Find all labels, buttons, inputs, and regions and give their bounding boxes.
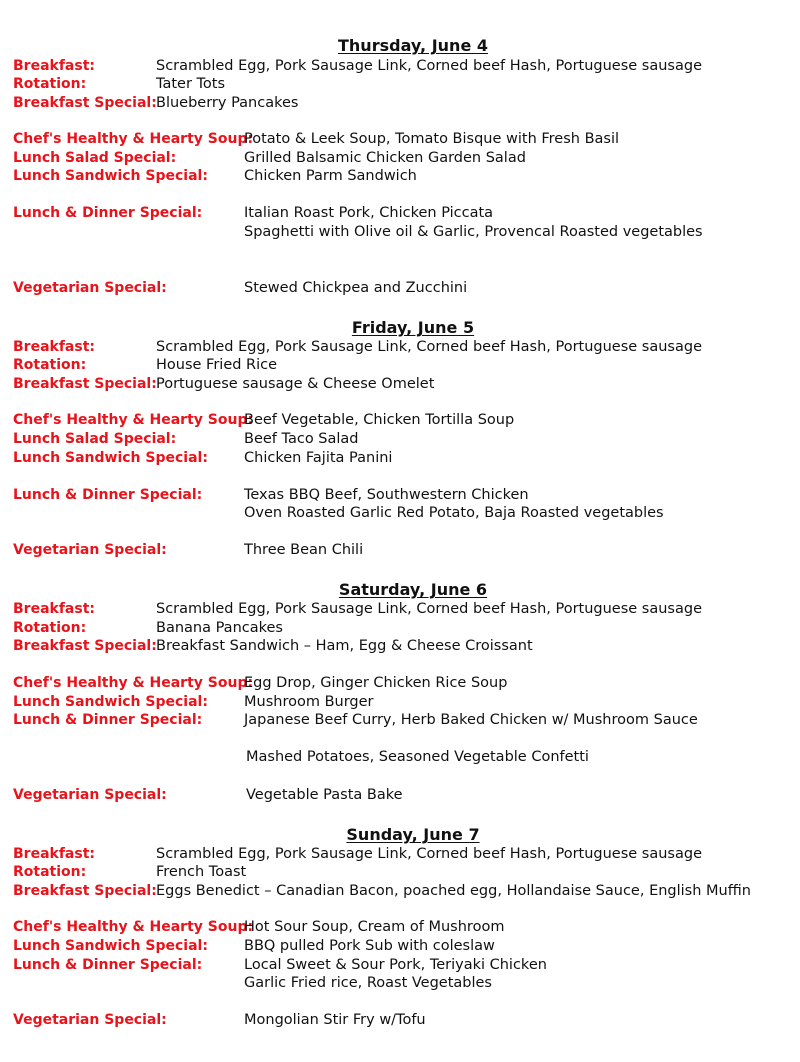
dinner-sides-value: Spaghetti with Olive oil & Garlic, Provencal Roasted vegetables [244,224,703,240]
sandwich-label: Lunch Sandwich Special: [13,694,208,710]
dinner-value: Italian Roast Pork, Chicken Piccata [244,205,494,221]
breakfast-special-label: Breakfast Special: [13,376,157,392]
salad-label: Lunch Salad Special: [13,150,177,166]
breakfast-special-label: Breakfast Special: [13,95,157,111]
breakfast-special-label: Breakfast Special: [13,638,157,654]
dinner-value: Japanese Beef Curry, Herb Baked Chicken w/ Mushroom Sauce [244,712,698,728]
soup-label: Chef's Healthy & Hearty Soup: [13,675,254,691]
rotation-label: Rotation: [13,357,87,373]
rotation-label: Rotation: [13,620,87,636]
soup-value: Hot Sour Soup, Cream of Mushroom [244,919,505,935]
dinner-label: Lunch & Dinner Special: [13,957,203,973]
day-title-thursday: Thursday, June 4 [338,36,488,55]
vegetarian-value: Vegetable Pasta Bake [246,787,403,803]
breakfast-special-value: Breakfast Sandwich – Ham, Egg & Cheese Croissant [156,638,533,654]
breakfast-value: Scrambled Egg, Pork Sausage Link, Corned beef Hash, Portuguese sausage [156,601,703,617]
dinner-sides-value: Oven Roasted Garlic Red Potato, Baja Roasted vegetables [244,505,664,521]
sandwich-label: Lunch Sandwich Special: [13,450,208,466]
vegetarian-label: Vegetarian Special: [13,542,167,558]
dinner-label: Lunch & Dinner Special: [13,205,203,221]
sandwich-value: Chicken Fajita Panini [244,450,393,466]
dinner-value: Local Sweet & Sour Pork, Teriyaki Chicken [244,957,547,973]
vegetarian-label: Vegetarian Special: [13,787,167,803]
vegetarian-value: Mongolian Stir Fry w/Tofu [244,1012,426,1028]
vegetarian-value: Three Bean Chili [244,542,364,558]
breakfast-special-label: Breakfast Special: [13,883,157,899]
soup-label: Chef's Healthy & Hearty Soup: [13,919,254,935]
sandwich-value: Mushroom Burger [244,694,374,710]
day-title-sunday: Sunday, June 7 [346,825,480,844]
sandwich-value: BBQ pulled Pork Sub with coleslaw [244,938,495,954]
breakfast-value: Scrambled Egg, Pork Sausage Link, Corned beef Hash, Portuguese sausage [156,58,703,74]
day-title-saturday: Saturday, June 6 [338,580,488,599]
breakfast-label: Breakfast: [13,58,95,74]
rotation-label: Rotation: [13,864,87,880]
salad-label: Lunch Salad Special: [13,431,177,447]
dinner-value: Texas BBQ Beef, Southwestern Chicken [244,487,529,503]
vegetarian-label: Vegetarian Special: [13,280,167,296]
salad-value: Beef Taco Salad [244,431,359,447]
dinner-sides-value: Mashed Potatoes, Seasoned Vegetable Confetti [246,749,589,765]
breakfast-special-value: Portuguese sausage & Cheese Omelet [156,376,435,392]
soup-label: Chef's Healthy & Hearty Soup: [13,412,254,428]
soup-value: Beef Vegetable, Chicken Tortilla Soup [244,412,515,428]
sandwich-label: Lunch Sandwich Special: [13,168,208,184]
vegetarian-label: Vegetarian Special: [13,1012,167,1028]
breakfast-label: Breakfast: [13,846,95,862]
soup-label: Chef's Healthy & Hearty Soup: [13,131,254,147]
dinner-label: Lunch & Dinner Special: [13,712,203,728]
soup-value: Egg Drop, Ginger Chicken Rice Soup [244,675,508,691]
rotation-label: Rotation: [13,76,87,92]
vegetarian-value: Stewed Chickpea and Zucchini [244,280,468,296]
breakfast-label: Breakfast: [13,339,95,355]
sandwich-value: Chicken Parm Sandwich [244,168,417,184]
soup-value: Potato & Leek Soup, Tomato Bisque with Fresh Basil [244,131,620,147]
breakfast-special-value: Blueberry Pancakes [156,95,299,111]
breakfast-label: Breakfast: [13,601,95,617]
day-title-friday: Friday, June 5 [351,318,475,337]
rotation-value: Banana Pancakes [156,620,283,636]
salad-value: Grilled Balsamic Chicken Garden Salad [244,150,526,166]
breakfast-value: Scrambled Egg, Pork Sausage Link, Corned beef Hash, Portuguese sausage [156,339,703,355]
sandwich-label: Lunch Sandwich Special: [13,938,208,954]
dinner-label: Lunch & Dinner Special: [13,487,203,503]
rotation-value: French Toast [156,864,247,880]
rotation-value: House Fried Rice [156,357,278,373]
dinner-sides-value: Garlic Fried rice, Roast Vegetables [244,975,492,991]
rotation-value: Tater Tots [156,76,226,92]
breakfast-special-value: Eggs Benedict – Canadian Bacon, poached egg, Hollandaise Sauce, English Muffin [156,883,751,899]
breakfast-value: Scrambled Egg, Pork Sausage Link, Corned beef Hash, Portuguese sausage [156,846,703,862]
